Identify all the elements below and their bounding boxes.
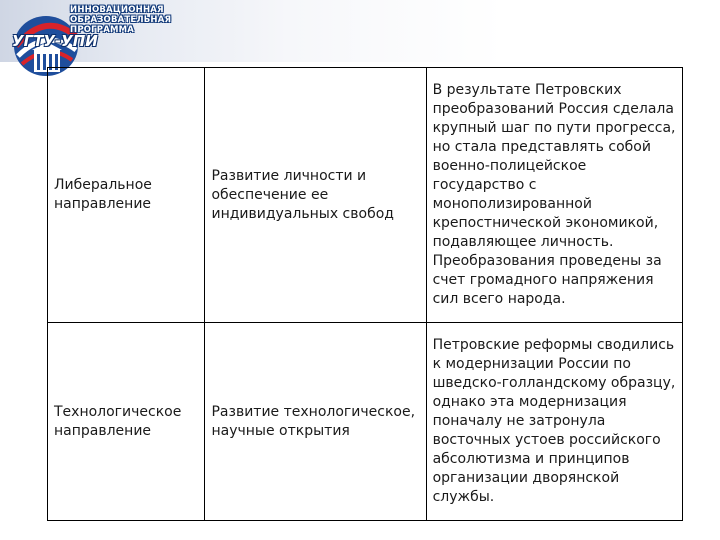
table-row [48, 323, 683, 521]
goal-cell: Развитие технологическое, научные открытия [205, 323, 426, 521]
logo-title-line: ОБРАЗОВАТЕЛЬНАЯ [70, 15, 172, 25]
result-cell: В результате Петровских преобразований Россия сделала крупный шаг по пути прогресса, но стала представлять собой военно-полицейское государство с монополизированной крепостнической экономикой, подавляющее личность. Преобразования проведены за счет громадного напряжения сил всего народа. [426, 68, 682, 323]
reforms-table [47, 67, 683, 521]
logo-title-line: ИННОВАЦИОННАЯ [70, 5, 164, 15]
direction-cell: Либеральное направление [48, 68, 205, 323]
logo-title-line: ПРОГРАММА [70, 25, 135, 35]
table-row [48, 68, 683, 323]
result-cell: Петровские реформы сводились к модернизации России по шведско-голландскому образцу, однако эта модернизация поначалу не затронула восточных устоев российского абсолютизма и принципов организации дворянской службы. [426, 323, 682, 521]
logo-abbreviation: УГТУ-УПИ [12, 32, 98, 50]
direction-cell: Технологическое направление [48, 323, 205, 521]
logo-title [70, 5, 171, 35]
goal-cell: Развитие личности и обеспечение ее индивидуальных свобод [205, 68, 426, 323]
